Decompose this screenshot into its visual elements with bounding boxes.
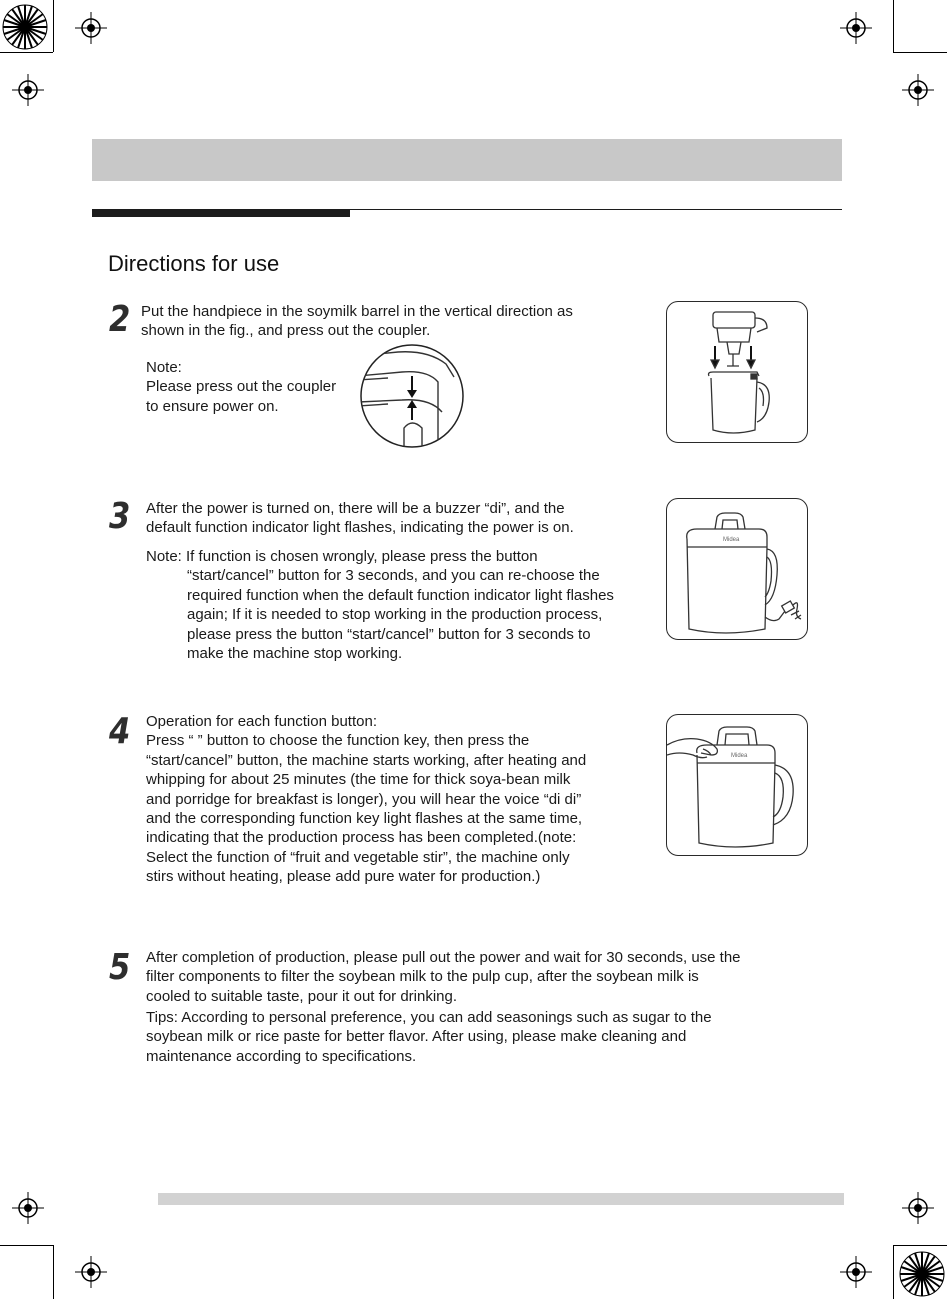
text-line: please press the button “start/cancel” button for 3 seconds to bbox=[187, 625, 591, 643]
svg-text:Midea: Midea bbox=[723, 537, 740, 543]
text-line: indicating that the production process has been completed.(note: bbox=[146, 829, 577, 847]
registration-crosshair-icon bbox=[12, 74, 44, 111]
handpiece-into-barrel-illustration bbox=[666, 301, 808, 443]
registration-crosshair-icon bbox=[902, 74, 934, 111]
step-number: 2 bbox=[109, 299, 131, 340]
text-line: Note: If function is chosen wrongly, please press the button bbox=[146, 548, 538, 565]
footer-band bbox=[158, 1193, 844, 1205]
text-line: again; If it is needed to stop working in the production process, bbox=[187, 606, 603, 624]
trim-mark bbox=[893, 52, 947, 53]
soymilk-maker-plug-illustration bbox=[666, 498, 808, 640]
text-line: Please press out the coupler bbox=[146, 378, 337, 396]
text-line: After the power is turned on, there will be a buzzer “di”, and the bbox=[146, 500, 565, 517]
trim-mark bbox=[0, 52, 53, 53]
registration-sunburst-icon bbox=[2, 4, 52, 54]
registration-crosshair-icon bbox=[12, 1192, 44, 1229]
text-line: Put the handpiece in the soymilk barrel in the vertical direction as bbox=[141, 303, 573, 320]
trim-mark bbox=[893, 1245, 894, 1299]
step-text bbox=[146, 499, 574, 538]
step-tips bbox=[146, 1008, 712, 1066]
section-heading: Directions for use bbox=[108, 251, 280, 276]
step-text bbox=[146, 948, 741, 1006]
registration-crosshair-icon bbox=[840, 1256, 872, 1293]
text-line: stirs without heating, please add pure water for production.) bbox=[146, 868, 541, 886]
registration-sunburst-icon bbox=[899, 1251, 947, 1301]
text-line: required function when the default function indicator light flashes bbox=[187, 586, 614, 604]
registration-crosshair-icon bbox=[840, 12, 872, 49]
registration-crosshair-icon bbox=[902, 1192, 934, 1229]
text-line: maintenance according to specifications. bbox=[146, 1047, 417, 1065]
section-rule-thick bbox=[92, 209, 350, 217]
text-line: Select the function of “fruit and vegetable stir”, the machine only bbox=[146, 848, 570, 866]
text-line: cooled to suitable taste, pour it out for drinking. bbox=[146, 987, 458, 1005]
text-line: and porridge for breakfast is longer), you will hear the voice “di di” bbox=[146, 790, 582, 808]
text-line: Operation for each function button: bbox=[146, 713, 377, 730]
section-rule-thin bbox=[350, 209, 842, 210]
step-note bbox=[146, 358, 336, 416]
step-number: 4 bbox=[109, 711, 131, 752]
text-line: soybean milk or rice paste for better flavor. After using, please make cleaning and bbox=[146, 1028, 687, 1046]
text-line: “start/cancel” button, the machine starts working, after heating and bbox=[146, 751, 587, 769]
hand-pressing-button-illustration bbox=[666, 714, 808, 856]
trim-mark bbox=[0, 1245, 53, 1246]
step-text bbox=[141, 302, 573, 341]
text-line: make the machine stop working. bbox=[187, 645, 403, 663]
step-text bbox=[146, 712, 586, 887]
text-line: filter components to filter the soybean milk to the pulp cup, after the soybean milk is bbox=[146, 968, 699, 986]
text-line: Tips: According to personal preference, you can add seasonings such as sugar to the bbox=[146, 1009, 712, 1026]
trim-mark bbox=[893, 0, 894, 52]
step-note bbox=[146, 547, 614, 663]
text-line: whipping for about 25 minutes (the time for thick soya-bean milk bbox=[146, 771, 571, 789]
trim-mark bbox=[893, 1245, 947, 1246]
step-number: 5 bbox=[109, 947, 131, 988]
text-line: “start/cancel” button for 3 seconds, and you can re-choose the bbox=[187, 567, 600, 585]
trim-mark bbox=[53, 1245, 54, 1299]
trim-mark bbox=[53, 0, 54, 52]
text-line: After completion of production, please pull out the power and wait for 30 seconds, use the bbox=[146, 949, 741, 966]
step-number: 3 bbox=[109, 496, 131, 537]
coupler-detail-illustration bbox=[358, 342, 466, 450]
svg-text:Midea: Midea bbox=[731, 753, 748, 759]
header-band bbox=[92, 139, 842, 181]
registration-crosshair-icon bbox=[75, 1256, 107, 1293]
text-line: shown in the fig., and press out the coupler. bbox=[141, 322, 431, 340]
text-line: Press “ ” button to choose the function key, then press the bbox=[146, 732, 530, 750]
text-line: default function indicator light flashes, indicating the power is on. bbox=[146, 519, 574, 537]
text-line: to ensure power on. bbox=[146, 397, 279, 415]
text-line: and the corresponding function key light flashes at the same time, bbox=[146, 810, 583, 828]
registration-crosshair-icon bbox=[75, 12, 107, 49]
note-label: Note: bbox=[146, 359, 182, 376]
